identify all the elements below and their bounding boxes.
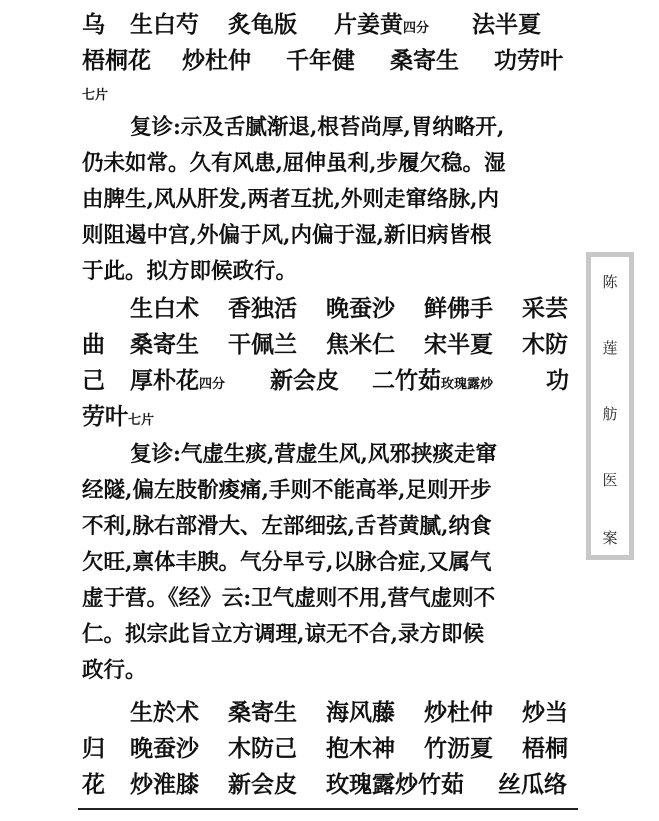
herb-item: 鲜佛手 <box>424 295 493 322</box>
text-line: 欠旺,禀体丰腴。气分早亏,以脉合症,又属气 <box>82 550 492 575</box>
herb-item: 干佩兰 <box>228 331 297 358</box>
herb-item: 功劳叶 <box>494 47 563 74</box>
herb-item: 木防 <box>522 331 568 358</box>
herb-item: 生白术 <box>130 295 199 322</box>
herb-item: 宋半夏 <box>424 331 493 358</box>
herb-item: 木防己 <box>228 735 297 762</box>
herb-item: 厚朴花四分 <box>130 367 226 394</box>
text-line: 复诊:示及舌腻渐退,根苔尚厚,胃纳略开, <box>130 115 505 140</box>
herb-item: 桑寄生 <box>390 47 459 74</box>
herb-item: 桑寄生 <box>228 699 297 726</box>
herb-item: 焦米仁 <box>326 331 395 358</box>
herb-item: 曲 <box>82 331 105 358</box>
herb-item: 生於术 <box>130 699 199 726</box>
text-line: 经隧,偏左肢骱痠痛,手则不能高举,足则开步 <box>82 478 492 503</box>
text-line: 于此。拟方即候政行。 <box>82 259 298 284</box>
herb-item: 新会皮 <box>270 367 339 394</box>
herb-item: 乌 <box>82 11 105 38</box>
herb-item: 海风藤 <box>326 699 395 726</box>
herb-item: 花 <box>82 771 105 798</box>
dosage-note: 七片 <box>82 88 109 103</box>
herb-item: 炒杜仲 <box>424 699 493 726</box>
herb-item: 梧桐花 <box>82 47 151 74</box>
text-line: 仁。拟宗此旨立方调理,谅无不合,录方即候 <box>82 622 484 647</box>
side-char: 舫 <box>602 405 618 423</box>
bottom-rule <box>78 808 578 810</box>
side-char: 莲 <box>602 339 618 357</box>
herb-item: 功 <box>546 367 569 394</box>
text-line: 则阻遏中宫,外偏于风,内偏于湿,新旧病皆根 <box>82 223 492 248</box>
herb-item: 片姜黄四分 <box>334 11 430 38</box>
herb-item: 桑寄生 <box>130 331 199 358</box>
text-line: 复诊:气虚生痰,营虚生风,风邪挟痰走窜 <box>130 442 497 467</box>
herb-item: 香独活 <box>228 295 297 322</box>
herb-item: 炒淮膝 <box>130 771 199 798</box>
herb-item: 二竹茹玫瑰露炒 <box>372 367 494 394</box>
herb-item: 竹沥夏 <box>424 735 493 762</box>
side-running-title <box>586 252 634 560</box>
text-line: 政行。 <box>82 658 147 683</box>
herb-item: 法半夏 <box>472 11 541 38</box>
herb-item: 新会皮 <box>228 771 297 798</box>
herb-item: 梧桐 <box>522 735 568 762</box>
herb-item: 归 <box>82 735 105 762</box>
herb-item: 抱木神 <box>326 735 395 762</box>
herb-item: 炒杜仲 <box>182 47 251 74</box>
herb-item: 晚蚕沙 <box>130 735 199 762</box>
herb-item: 生白芍 <box>130 11 199 38</box>
herb-item: 劳叶七片 <box>82 403 155 430</box>
herb-item: 晚蚕沙 <box>326 295 395 322</box>
herb-item: 炙龟版 <box>228 11 297 38</box>
text-line: 由脾生,风从肝发,两者互扰,外则走窜络脉,内 <box>82 187 499 212</box>
herb-item: 丝瓜络 <box>498 771 567 798</box>
herb-item: 采芸 <box>522 295 568 322</box>
side-char: 医 <box>602 471 618 489</box>
side-char: 案 <box>602 529 618 547</box>
text-line: 仍未如常。久有风患,屈伸虽利,步履欠稳。湿 <box>82 151 506 176</box>
herb-item: 炒当 <box>522 699 568 726</box>
text-line: 不利,脉右部滑大、左部细弦,舌苔黄腻,纳食 <box>82 514 492 539</box>
text-line: 虚于营。《经》云:卫气虚则不用,营气虚则不 <box>82 586 496 611</box>
herb-item: 千年健 <box>286 47 355 74</box>
herb-item: 己 <box>82 367 105 394</box>
herb-item: 玫瑰露炒竹茹 <box>326 771 464 798</box>
side-char: 陈 <box>602 273 618 291</box>
